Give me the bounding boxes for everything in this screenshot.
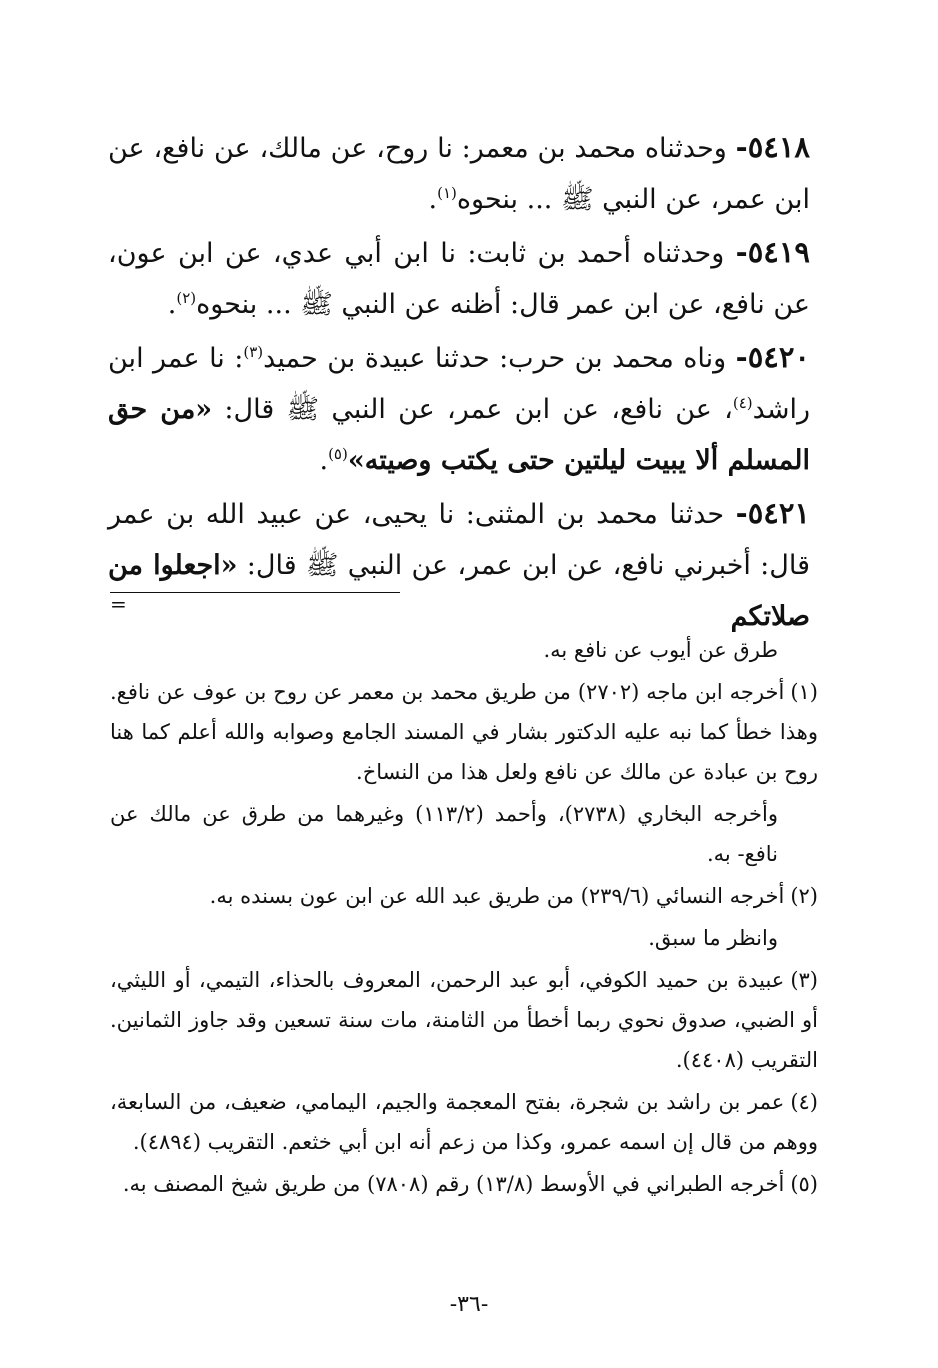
punct: . xyxy=(428,184,438,215)
footnote-number: (٣) xyxy=(790,968,818,992)
footnote-text: أخرجه النسائي (٢٣٩/٦) من طريق عبد الله عن ابن عون بسنده به. xyxy=(209,884,785,908)
footnote-text: عمر بن راشد بن شجرة، بفتح المعجمة والجيم، اليمامي، ضعيف، من السابعة، ووهم من قال إن اسمه عمرو، وكذا من زعم أنه ابن أبي خثعم. التقريب (٤٨٩٤). xyxy=(110,1090,818,1154)
footnote-ref[interactable]: (٤) xyxy=(732,394,753,412)
footnote-1 xyxy=(110,672,818,792)
footnote-2 xyxy=(110,876,818,916)
continuation-mark: = xyxy=(110,592,127,616)
footnote-number: (٥) xyxy=(790,1172,818,1196)
footnote-number: (٤) xyxy=(790,1090,818,1114)
footnote-text: أخرجه الطبراني في الأوسط (١٣/٨) رقم (٧٨٠٨) من طريق شيخ المصنف به. xyxy=(122,1172,785,1196)
footnote-ref[interactable]: (٣) xyxy=(243,343,264,361)
hadith-number: ٥٤٢١- xyxy=(735,496,810,530)
hadith-5419 xyxy=(108,227,810,330)
punct: . xyxy=(167,289,177,320)
hadith-number: ٥٤٢٠- xyxy=(735,340,810,374)
footnote-number: (١) xyxy=(790,680,818,704)
hadith-5420 xyxy=(108,332,810,486)
footnote-divider xyxy=(110,592,400,593)
hadith-number: ٥٤١٩- xyxy=(735,235,810,269)
footnote-ref[interactable]: (٥) xyxy=(328,445,348,463)
footnotes-section xyxy=(110,630,818,1206)
hadith-5418 xyxy=(108,122,810,225)
punct: . xyxy=(319,445,329,476)
hadith-quote: «اجعلوا من صلاتكم xyxy=(108,550,810,632)
footnote-text: أخرجه ابن ماجه (٢٧٠٢) من طريق محمد بن معمر عن روح بن عوف عن نافع. وهذا خطأ كما نبه عليه الدكتور بشار في المسند الجامع وصوابه والله أعلم كما هنا روح بن عبادة عن مالك عن نافع ولعل هذا من النساخ. xyxy=(110,680,818,784)
hadith-text: ، عن نافع، عن ابن عمر، عن النبي ﷺ قال: xyxy=(212,394,733,425)
hadith-section xyxy=(108,122,810,644)
hadith-text: وناه محمد بن حرب: حدثنا عبيدة بن حميد xyxy=(263,343,727,374)
footnote-4 xyxy=(110,1082,818,1162)
footnote-text: عبيدة بن حميد الكوفي، أبو عبد الرحمن، المعروف بالحذاء، التيمي، أو الليثي، أو الضبي، صدوق نحوي ربما أخطأ من الثامنة، مات سنة تسعين وقد جاوز الثمانين. التقريب (٤٤٠٨). xyxy=(110,968,818,1072)
page-number: -٣٦- xyxy=(449,1292,489,1317)
hadith-number: ٥٤١٨- xyxy=(735,130,810,164)
footnote-5 xyxy=(110,1164,818,1204)
footnote-continuation: طرق عن أيوب عن نافع به. xyxy=(543,638,778,662)
footnote-ref[interactable]: (١) xyxy=(437,184,457,202)
hadith-quote: «من حق المسلم ألا يبيت ليلتين حتى يكتب وصيته» xyxy=(108,394,810,476)
hadith-text: : نا عمر ابن راشد xyxy=(108,343,810,425)
hadith-5421 xyxy=(108,488,810,642)
footnote-number: (٢) xyxy=(790,884,818,908)
footnote-1-cont: وأخرجه البخاري (٢٧٣٨)، وأحمد (١١٣/٢) وغيرهما من طرق عن مالك عن نافع- به. xyxy=(110,802,778,866)
footnote-2-cont: وانظر ما سبق. xyxy=(648,926,778,950)
footnote-3 xyxy=(110,960,818,1080)
hadith-text: وحدثناه أحمد بن ثابت: نا ابن أبي عدي، عن ابن عون، عن نافع، عن ابن عمر قال: أظنه عن النبي ﷺ ... بنحوه xyxy=(108,238,810,320)
footnote-ref[interactable]: (٢) xyxy=(176,289,197,307)
hadith-text: حدثنا محمد بن المثنى: نا يحيى، عن عبيد الله بن عمر قال: أخبرني نافع، عن ابن عمر، عن النبي ﷺ قال: xyxy=(108,499,810,581)
hadith-text: وحدثناه محمد بن معمر: نا روح، عن مالك، عن نافع، عن ابن عمر، عن النبي ﷺ ... بنحوه xyxy=(108,133,810,215)
